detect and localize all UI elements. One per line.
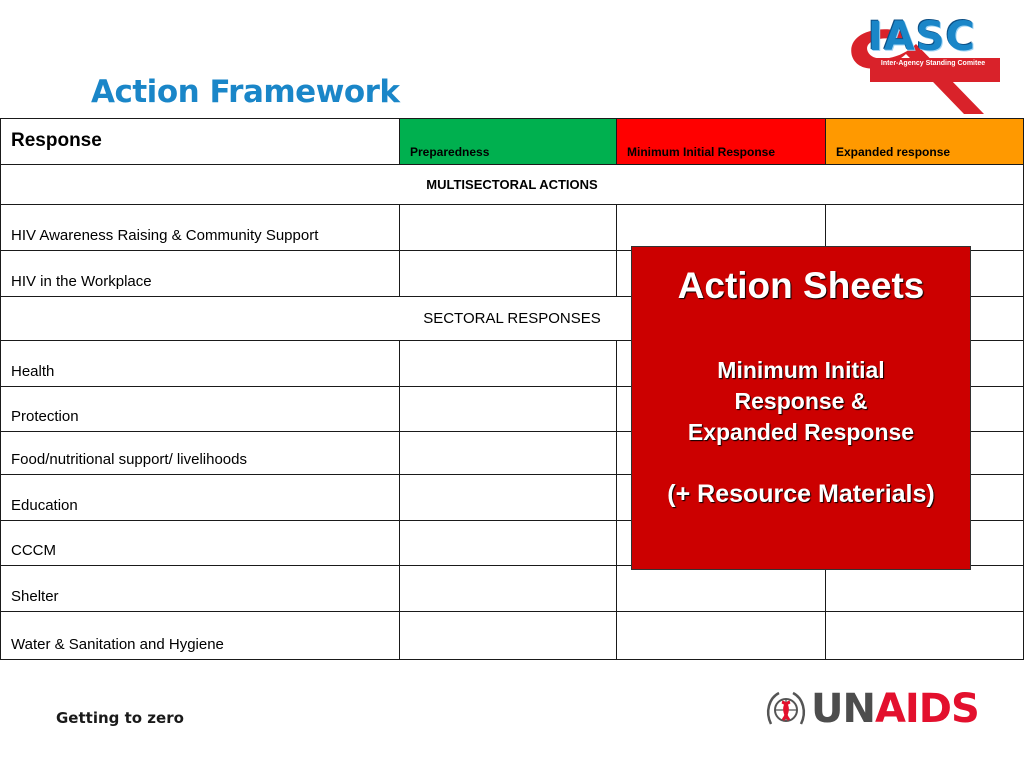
header-preparedness: Preparedness (400, 119, 617, 165)
iasc-logo-subtitle: Inter-Agency Standing Comitee (880, 60, 986, 67)
table-cell (617, 566, 826, 612)
table-cell (400, 475, 617, 521)
header-response: Response (1, 119, 400, 165)
header-expanded-response: Expanded response (826, 119, 1024, 165)
row-label: Education (1, 475, 400, 521)
row-label: Shelter (1, 566, 400, 612)
table-cell (400, 566, 617, 612)
table-cell (400, 205, 617, 251)
table-cell (617, 205, 826, 251)
row-label: CCCM (1, 521, 400, 566)
table-cell (400, 387, 617, 432)
table-header-row (1, 119, 1024, 165)
table-cell (400, 341, 617, 387)
row-label: HIV Awareness Raising & Community Support (1, 205, 400, 251)
footer-tagline: Getting to zero (56, 709, 184, 727)
action-sheets-callout (631, 246, 971, 570)
slide-title: Action Framework (91, 74, 400, 110)
section-row-multisectoral (1, 165, 1024, 205)
row-label: Health (1, 341, 400, 387)
table-cell (826, 205, 1024, 251)
callout-note: (+ Resource Materials) (667, 480, 935, 508)
table-cell (826, 566, 1024, 612)
table-cell (617, 612, 826, 660)
header-minimum-initial-response: Minimum Initial Response (617, 119, 826, 165)
section-heading-multisectoral: MULTISECTORAL ACTIONS (1, 165, 1024, 205)
row-label: Water & Sanitation and Hygiene (1, 612, 400, 660)
table-cell (400, 521, 617, 566)
table-cell (400, 432, 617, 475)
section-heading-sectoral: SECTORAL RESPONSES (1, 297, 1024, 341)
row-label: Food/nutritional support/ livelihoods (1, 432, 400, 475)
callout-title: Action Sheets (677, 265, 925, 306)
un-emblem-icon (765, 690, 807, 730)
row-label: Protection (1, 387, 400, 432)
table-cell (400, 251, 617, 297)
table-row (1, 612, 1024, 660)
table-cell (826, 612, 1024, 660)
unaids-logo-text (811, 684, 979, 734)
table-cell (400, 612, 617, 660)
callout-line: Response & (734, 388, 868, 414)
callout-line: Minimum Initial (717, 357, 885, 383)
unaids-un: UN (811, 686, 875, 732)
callout-body (632, 355, 970, 448)
table-row (1, 566, 1024, 612)
table-row (1, 205, 1024, 251)
iasc-logo-text: IASC (868, 14, 977, 60)
row-label: HIV in the Workplace (1, 251, 400, 297)
callout-line: Expanded Response (687, 419, 915, 445)
unaids-aids: AIDS (874, 686, 979, 732)
